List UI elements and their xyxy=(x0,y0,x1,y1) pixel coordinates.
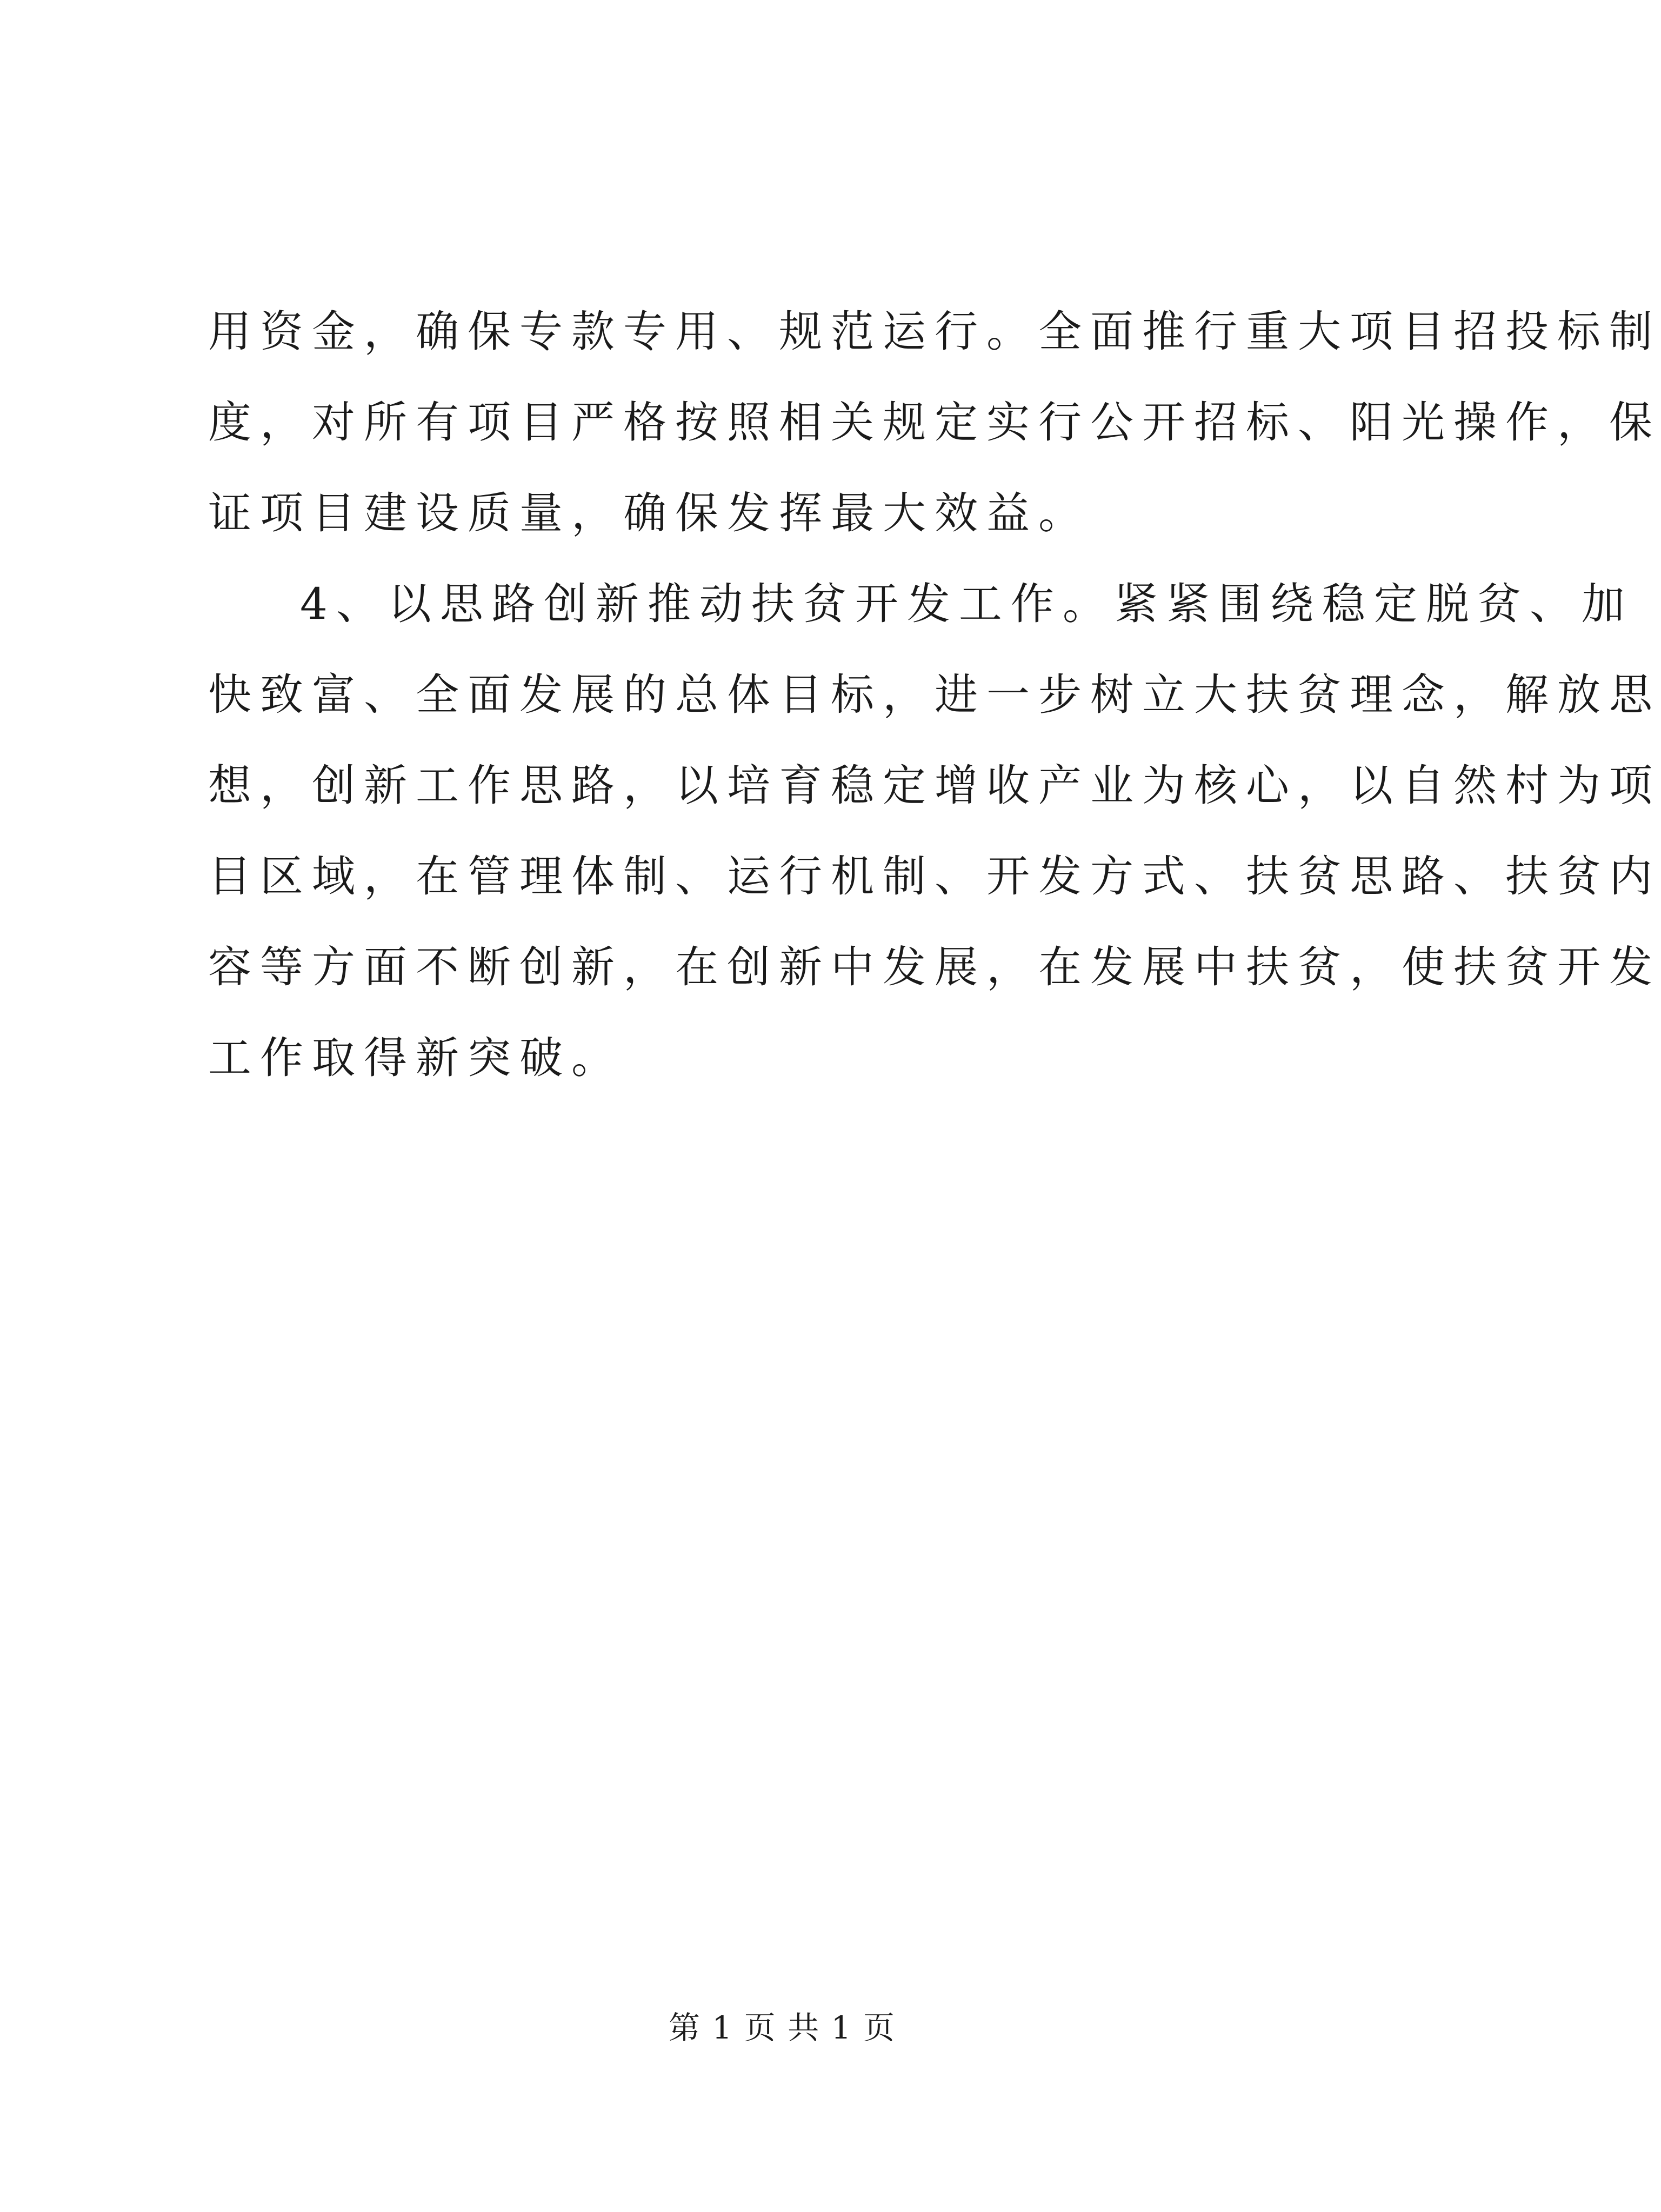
text-line: 目区域，在管理体制、运行机制、开发方式、扶贫思路、扶贫内 xyxy=(208,851,1661,901)
page-footer: 第 1 页 共 1 页 xyxy=(669,2009,896,2046)
text-line: 用资金，确保专款专用、规范运行。全面推行重大项目招投标制 xyxy=(208,306,1661,357)
text-line: 容等方面不断创新，在创新中发展，在发展中扶贫，使扶贫开发 xyxy=(208,942,1661,992)
text-line: 工作取得新突破。 xyxy=(208,1033,623,1083)
text-line: 想，创新工作思路，以培育稳定增收产业为核心，以自然村为项 xyxy=(208,760,1661,811)
text-line: 度，对所有项目严格按照相关规定实行公开招标、阳光操作，保 xyxy=(208,397,1661,447)
text-line: 证项目建设质量，确保发挥最大效益。 xyxy=(208,488,1090,538)
paragraph-1 xyxy=(208,286,1661,559)
text-line: 快致富、全面发展的总体目标，进一步树立大扶贫理念，解放思 xyxy=(208,670,1661,720)
text-line: 4、以思路创新推动扶贫开发工作。紧紧围绕稳定脱贫、加 xyxy=(300,579,1633,629)
body-text xyxy=(208,286,1661,1104)
paragraph-2 xyxy=(208,559,1661,1104)
